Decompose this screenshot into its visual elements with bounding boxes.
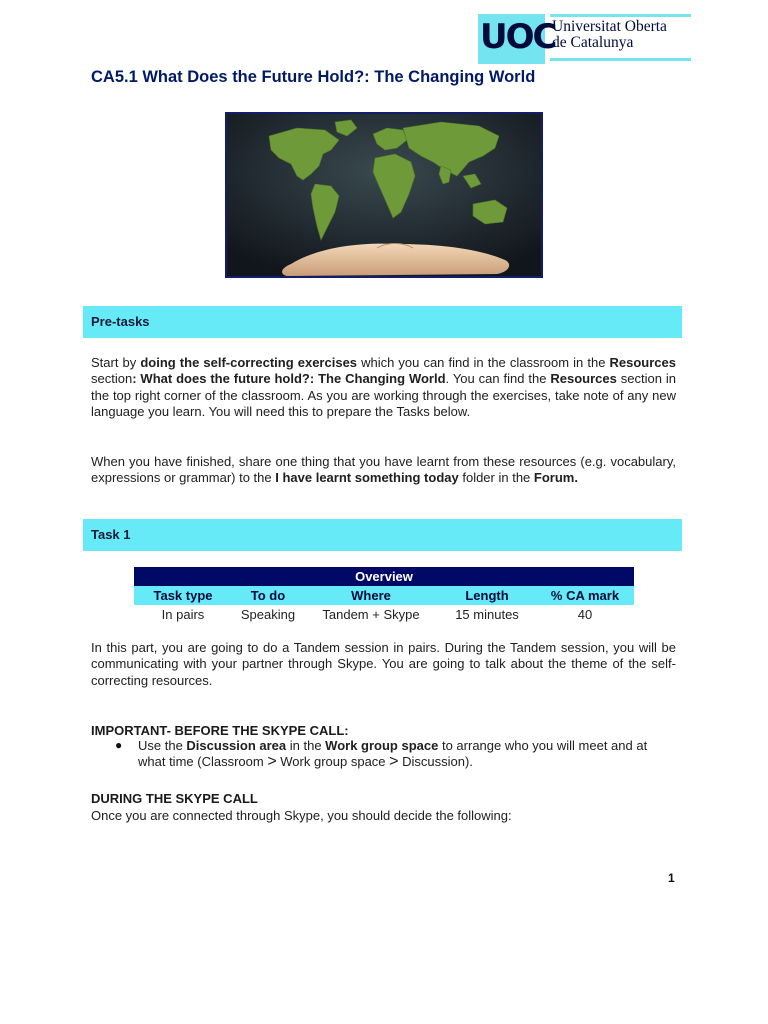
during-heading: DURING THE SKYPE CALL bbox=[91, 791, 258, 806]
task1-intro-paragraph: In this part, you are going to do a Tandem session in pairs. During the Tandem session, you will be communicating with your partner through Skype. You are going to talk about the theme of the self-correcting resources. bbox=[91, 640, 676, 688]
bold-run: Resources bbox=[609, 355, 676, 370]
table-cell: In pairs bbox=[161, 607, 205, 622]
bold-run: Work group space bbox=[325, 738, 439, 753]
text-run: section in the top right corner of the classroom. As you are working through the exercises, take note of any new language you learn. You will need this to prepare the Tasks below. bbox=[91, 371, 676, 420]
text-run: section bbox=[91, 371, 133, 387]
text-run: to arrange who you will meet and at what time (Classroom bbox=[138, 738, 648, 770]
world-map-hand-image bbox=[225, 112, 543, 278]
bullet-icon: ● bbox=[115, 738, 123, 752]
table-cell: 40 bbox=[577, 607, 593, 622]
important-heading: IMPORTANT- BEFORE THE SKYPE CALL: bbox=[91, 723, 349, 738]
text-run: which you can find in the classroom in the bbox=[357, 355, 610, 370]
pretasks-paragraph-1 bbox=[91, 355, 676, 421]
text-run: Start by bbox=[91, 355, 141, 370]
overview-title: Overview bbox=[355, 569, 413, 584]
table-row bbox=[134, 605, 634, 624]
pretasks-paragraph-2 bbox=[91, 454, 676, 487]
col-header: % CA mark bbox=[550, 588, 620, 603]
bold-run: doing the self-correcting exercises bbox=[140, 355, 358, 370]
pretasks-heading-bar: Pre-tasks bbox=[83, 306, 682, 338]
text-run: in the bbox=[286, 738, 326, 753]
col-header: Length bbox=[465, 588, 509, 603]
col-header: Where bbox=[351, 588, 391, 603]
bold-run: I have learnt something today bbox=[275, 470, 459, 486]
breadcrumb-separator: > bbox=[267, 753, 277, 771]
logo-rule-bottom bbox=[550, 58, 691, 61]
document-title: CA5.1 What Does the Future Hold?: The Changing World bbox=[91, 68, 536, 86]
logo-name-line2: de Catalunya bbox=[552, 34, 634, 51]
uoc-logo-wordmark bbox=[550, 14, 691, 64]
uoc-logo-letters: UOC bbox=[480, 17, 556, 57]
bullet-item bbox=[138, 738, 668, 771]
table-cell: 15 minutes bbox=[455, 607, 519, 622]
text-run: Discussion). bbox=[398, 754, 473, 770]
table-cell: Tandem + Skype bbox=[322, 607, 420, 622]
logo-rule-top bbox=[550, 14, 691, 17]
text-run: When you have finished, share one thing that you have learnt from these resources (e.g. vocabulary, expressions or grammar) to the bbox=[91, 454, 676, 486]
page-number: 1 bbox=[668, 871, 675, 885]
overview-header-row bbox=[134, 586, 634, 605]
during-paragraph: Once you are connected through Skype, you should decide the following: bbox=[91, 808, 512, 823]
text-run: Use the bbox=[138, 738, 187, 753]
bold-run: : What does the future hold?: The Changing World bbox=[132, 371, 446, 387]
col-header: Task type bbox=[153, 588, 213, 603]
bold-run: Forum. bbox=[533, 470, 578, 486]
bold-run: Resources bbox=[550, 371, 617, 387]
bold-run: Discussion area bbox=[186, 738, 287, 753]
text-run: Work group space bbox=[276, 754, 390, 770]
text-run: folder in the bbox=[458, 470, 534, 486]
overview-title-row bbox=[134, 567, 634, 586]
task1-heading-bar: Task 1 bbox=[83, 519, 682, 551]
breadcrumb-separator: > bbox=[389, 753, 399, 771]
uoc-logo-mark bbox=[478, 14, 556, 64]
overview-table bbox=[134, 567, 634, 624]
col-header: To do bbox=[250, 588, 286, 603]
table-cell: Speaking bbox=[240, 607, 296, 622]
logo-name-line1: Universitat Oberta bbox=[552, 18, 667, 35]
world-map-illustration bbox=[227, 114, 541, 276]
text-run: . You can find the bbox=[445, 371, 551, 387]
